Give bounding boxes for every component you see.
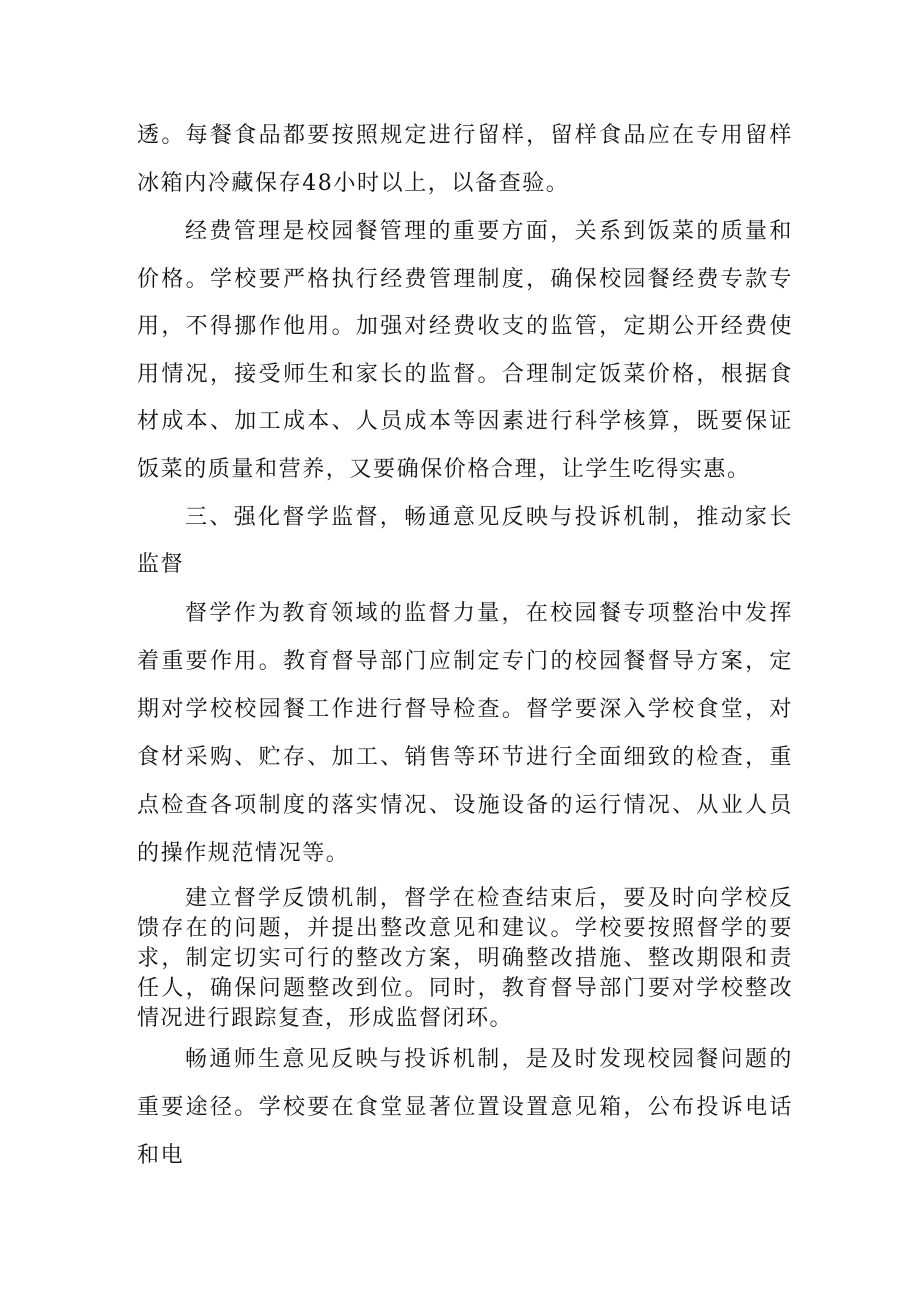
paragraph-feedback-mechanism: 建立督学反馈机制，督学在检查结束后，要及时向学校反馈存在的问题，并提出整改意见和建议。学校要按照督学的要求，制定切实可行的整改方案，明确整改措施、整改期限和责任人，确保问题整改到位。同时，教育督导部门要对学校整改情况进行跟踪复查，形成监督闭环。	[137, 886, 793, 1031]
section-heading-3: 三、强化督学监督，畅通意见反映与投诉机制，推动家长监督	[137, 505, 793, 577]
paragraph-supervision-role: 督学作为教育领域的监督力量，在校园餐专项整治中发挥着重要作用。教育督导部门应制定专门的校园餐督导方案，定期对学校校园餐工作进行督导检查。督学要深入学校食堂，对食材采购、贮存、加工、销售等环节进行全面细致的检查，重点检查各项制度的落实情况、设施设备的运行情况、从业人员的操作规范情况等。	[137, 601, 793, 866]
paragraph-funding-management: 经费管理是校园餐管理的重要方面，关系到饭菜的质量和价格。学校要严格执行经费管理制度，确保校园餐经费专款专用，不得挪作他用。加强对经费收支的监管，定期公开经费使用情况，接受师生和家长的监督。合理制定饭菜价格，根据食材成本、加工成本、人员成本等因素进行科学核算，既要保证饭菜的质量和营养，又要确保价格合理，让学生吃得实惠。	[137, 219, 793, 482]
paragraph-continuation: 透。每餐食品都要按照规定进行留样，留样食品应在专用留样冰箱内冷藏保存48小时以上，以备查验。	[137, 123, 793, 196]
paragraph-complaint-channels: 畅通师生意见反映与投诉机制，是及时发现校园餐问题的重要途径。学校要在食堂显著位置设置意见箱，公布投诉电话和电	[137, 1047, 793, 1168]
